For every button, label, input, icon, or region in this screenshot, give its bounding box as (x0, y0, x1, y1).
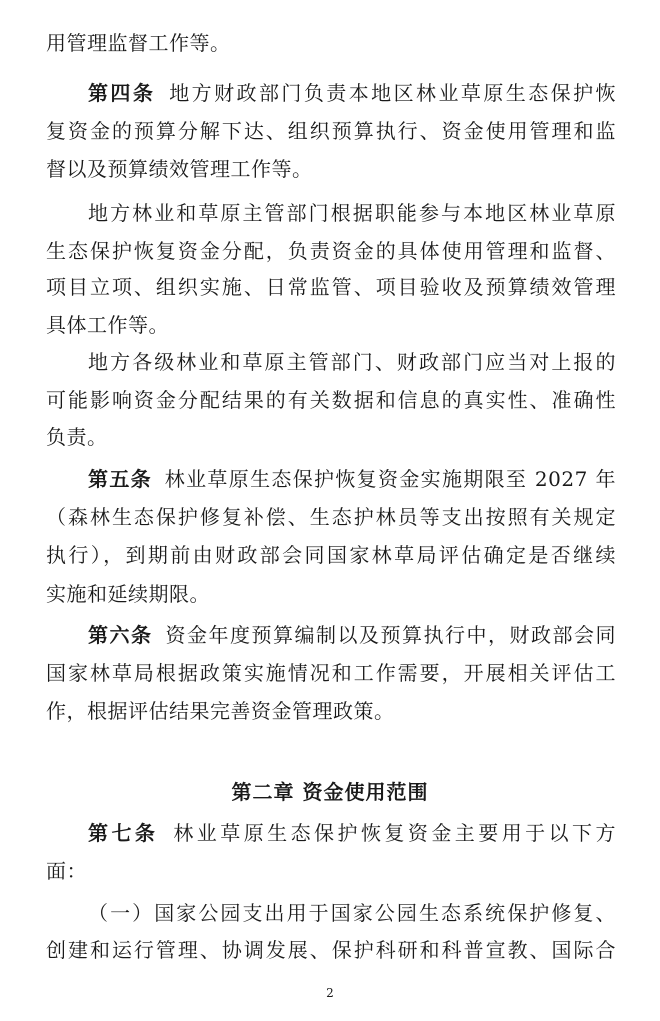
text-line: 创建和运行管理、协调发展、保护科研和科普宣教、国际合 (46, 938, 616, 962)
text-line: 负责。 (46, 425, 108, 449)
article-6-label: 第六条 (88, 623, 153, 647)
text-line: 项目立项、组织实施、日常监管、项目验收及预算绩效管理 (46, 275, 616, 299)
text-line: 用管理监督工作等。 (46, 31, 231, 55)
text-line: （森林生态保护修复补偿、生态护林员等支出按照有关规定 (46, 505, 616, 529)
text-line: 实施和延续期限。 (46, 582, 210, 606)
text-line: 执行），到期前由财政部会同国家林草局评估确定是否继续 (46, 543, 616, 567)
article-4-line: 第四条 地方财政部门负责本地区林业草原生态保护恢 (88, 81, 617, 105)
text-line: 面： (46, 859, 87, 883)
text-line: 复资金的预算分解下达、组织预算执行、资金使用管理和监 (46, 119, 616, 143)
text-line: （一）国家公园支出用于国家公园生态系统保护修复、 (88, 901, 616, 925)
text-line: 具体工作等。 (46, 313, 169, 337)
article-5-line: 第五条 林业草原生态保护恢复资金实施期限至 2027 年 (88, 467, 616, 491)
text-line: 地方各级林业和草原主管部门、财政部门应当对上报的 (88, 350, 616, 374)
text-line: 作，根据评估结果完善资金管理政策。 (46, 699, 395, 723)
text-line: 国家林草局根据政策实施情况和工作需要，开展相关评估工 (46, 661, 616, 685)
article-6-line: 第六条 资金年度预算编制以及预算执行中，财政部会同 (88, 623, 616, 647)
text-line: 生态保护恢复资金分配，负责资金的具体使用管理和监督、 (46, 239, 616, 263)
article-7-line: 第七条 林业草原生态保护恢复资金主要用于以下方 (88, 821, 617, 845)
article-5-label: 第五条 (88, 467, 152, 491)
article-4-label: 第四条 (88, 81, 156, 105)
text-line: 地方林业和草原主管部门根据职能参与本地区林业草原 (88, 201, 616, 225)
text-line: 督以及预算绩效管理工作等。 (46, 157, 313, 181)
page-number: 2 (326, 986, 334, 1000)
article-7-label: 第七条 (88, 821, 159, 845)
text-line: 可能影响资金分配结果的有关数据和信息的真实性、准确性 (46, 388, 616, 412)
chapter-title: 第二章 资金使用范围 (231, 780, 429, 804)
